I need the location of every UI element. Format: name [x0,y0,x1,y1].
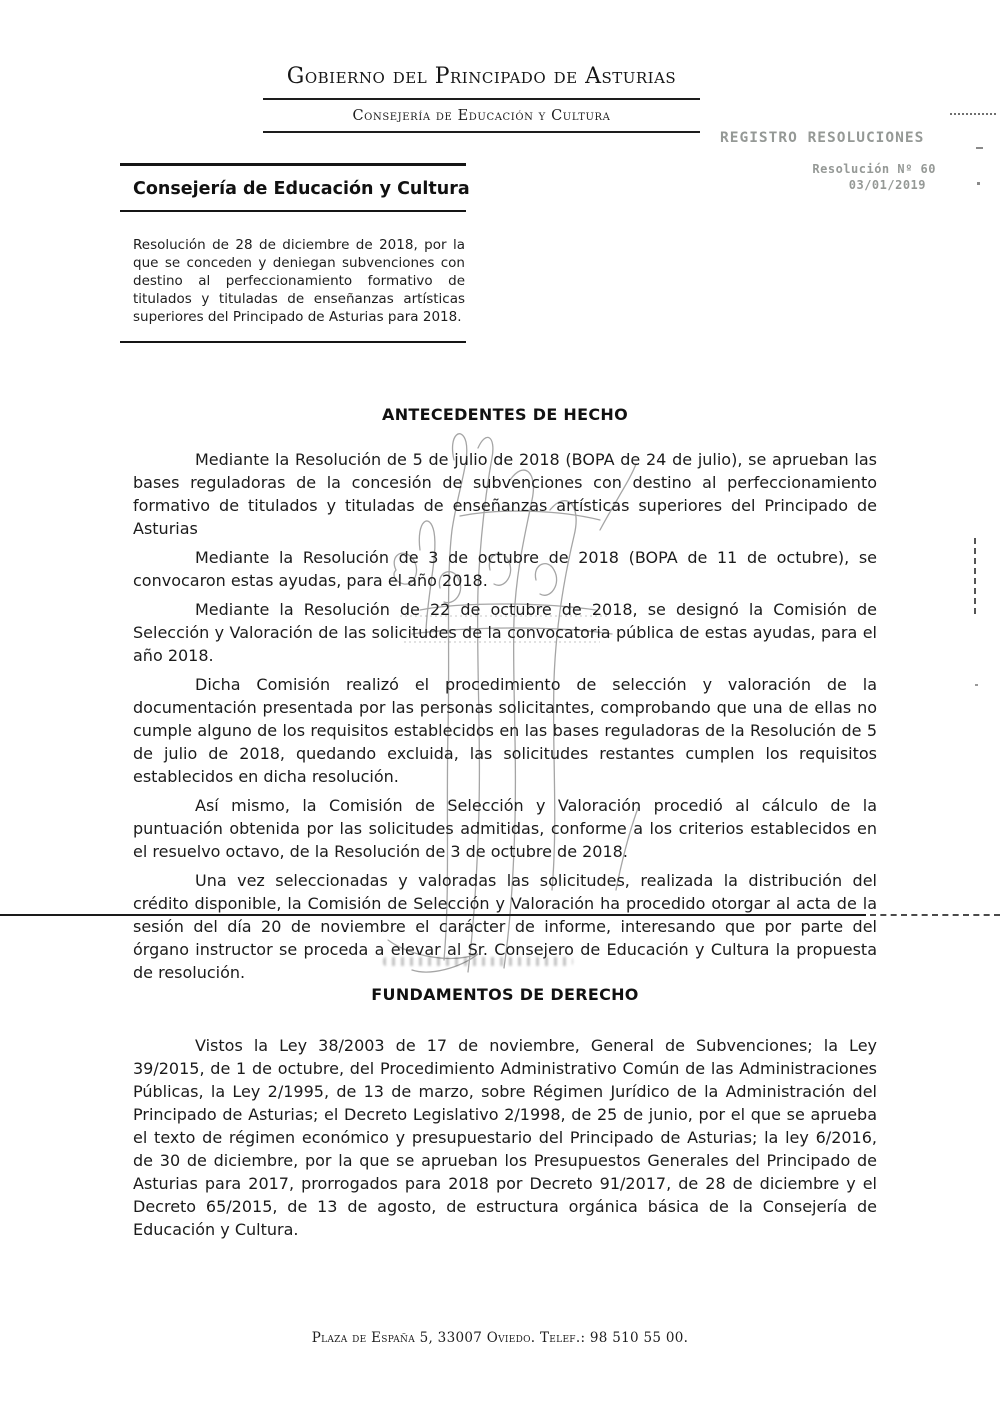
letterhead [263,64,700,133]
stamp-resolution-number: Resolución Nº 60 [812,162,936,176]
scan-artifact-horizontal-line-dashed [870,914,1000,916]
scan-artifact-dash [976,147,983,149]
footer-address: Plaza de España 5, 33007 Oviedo. Telef.: 98 510 55 00. [311,1330,689,1346]
section-fundamentos [133,985,877,1247]
stamp-registry-label: REGISTRO RESOLUCIONES [720,130,925,146]
resolution-summary: Resolución de 28 de diciembre de 2018, por la que se conceden y deniegan subvenciones con destino al perfeccionamiento formativo de titulados y tituladas de enseñanzas artísticas superiores del Principado de Asturias para 2018. [133,237,465,325]
scan-artifact-corner-dashes [950,113,996,115]
paragraph: Mediante la Resolución de 5 de julio de 2018 (BOPA de 24 de julio), se aprueban las bases reguladoras de la concesión de subvenciones con destino al perfeccionamiento formativo de titulados y tituladas de enseñanzas artísticas superiores del Principado de Asturias [133,450,877,538]
department-title: Consejería de Educación y Cultura [352,108,611,124]
paragraph: Vistos la Ley 38/2003 de 17 de noviembre, General de Subvenciones; la Ley 39/2015, de 1 de octubre, del Procedimiento Administrativo Común de las Administraciones Públicas, la Ley 2/1995, de 13 de marzo, sobre Régimen Jurídico de la Administración del Principado de Asturias; el Decreto Legislativo 2/1998, de 25 de junio, por el que se aprueba el texto de régimen económico y presupuestario del Principado de Asturias; la ley 6/2016, de 30 de diciembre, por la que se aprueban los Presupuestos Generales del Principado de Asturias para 2017, prorrogados para 2018 por Decreto 91/2017, de 28 de diciembre y el Decreto 65/2015, de 13 de agosto, de estructura orgánica básica de la Consejería de Educación y Cultura. [133,1036,877,1239]
section-heading-fundamentos: FUNDAMENTOS DE DERECHO [371,985,639,1004]
title-block-rule-bottom [120,341,466,343]
paragraph: Así mismo, la Comisión de Selección y Valoración procedió al cálculo de la puntuación obtenida por las solicitudes admitidas, conforme a los criterios establecidos en el resuelvo octavo, de la Resolución de 3 de octubre de 2018. [133,796,877,861]
scan-artifact-vertical-dashes [974,538,976,614]
title-block-heading: Consejería de Educación y Cultura [133,179,470,199]
letterhead-rule-top [263,98,700,100]
scan-artifact-smudge [383,957,573,966]
section-heading-antecedentes: ANTECEDENTES DE HECHO [382,405,628,424]
letterhead-rule-bottom [263,131,700,133]
paragraph: Dicha Comisión realizó el procedimiento de selección y valoración de la documentación presentada por las personas solicitantes, comprobando que una de ellas no cumple alguno de los requisitos establecidos en las bases reguladoras de la Resolución de 5 de julio de 2018, quedando excluida, las solicitudes restantes cumplen los requisitos establecidos en dicha resolución. [133,675,877,786]
title-block-rule-top [120,163,466,166]
registry-stamp [698,130,936,192]
title-block-rule-mid [120,210,466,212]
stamp-date: 03/01/2019 [848,178,926,192]
government-title: Gobierno del Principado de Asturias [286,64,677,89]
title-block [120,163,470,343]
paragraph: Una vez seleccionadas y valoradas las solicitudes, realizada la distribución del crédito disponible, la Comisión de Selección y Valoración ha procedido otorgar al acta de la sesión del día 20 de noviembre el carácter de informe, interesando que por parte del órgano instructor se proceda a elevar al Sr. Consejero de Educación y Cultura la propuesta de resolución. [133,871,877,982]
scan-artifact-dot [977,182,980,185]
paragraph: Mediante la Resolución de 22 de octubre de 2018, se designó la Comisión de Selección y Valoración de las solicitudes de la convocatoria pública de estas ayudas, para el año 2018. [133,600,877,665]
section-antecedentes [133,405,877,990]
scan-artifact-horizontal-line [0,914,866,916]
paragraph: Mediante la Resolución de 3 de octubre de 2018 (BOPA de 11 de octubre), se convocaron estas ayudas, para el año 2018. [133,548,877,590]
scan-artifact-dot [975,684,978,686]
